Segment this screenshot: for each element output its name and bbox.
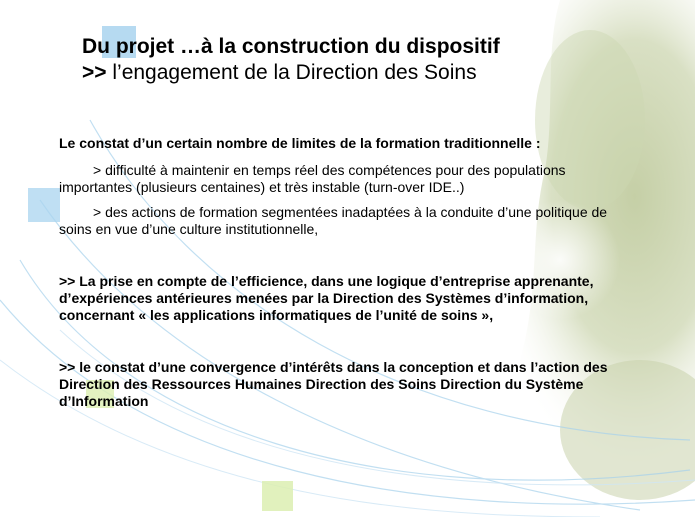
title-line-1: Du projet …à la construction du dispositif (82, 35, 500, 58)
paragraph-convergence: >> le constat d’une convergence d’intérêts dans la conception et dans l’action des Direction des Ressources Humaines Direction des Soins Direction du Système d’Information (59, 359, 608, 409)
slide-body (59, 135, 629, 410)
title-arrow: >> (82, 61, 107, 84)
title-line-2 (82, 60, 642, 86)
paragraph-efficience: >> La prise en compte de l’efficience, dans une logique d’entreprise apprenante, d’expériences antérieures menées par la Direction des Systèmes d’information, concernant « les applications informatiques de l’unité de soins », (59, 273, 594, 323)
paragraph-bullet-1: > difficulté à maintenir en temps réel des compétences pour des populations importantes (plusieurs centaines) et très instable (turn-over IDE..) (59, 162, 566, 195)
paragraph-bullet-2: > des actions de formation segmentées inadaptées à la conduite d’une politique de soins en vue d’une culture institutionnelle, (59, 204, 608, 237)
slide-title (82, 34, 642, 86)
paragraph-constat-intro: Le constat d’un certain nombre de limites de la formation traditionnelle : (59, 135, 541, 151)
title-subtitle: l’engagement de la Direction des Soins (106, 61, 477, 84)
